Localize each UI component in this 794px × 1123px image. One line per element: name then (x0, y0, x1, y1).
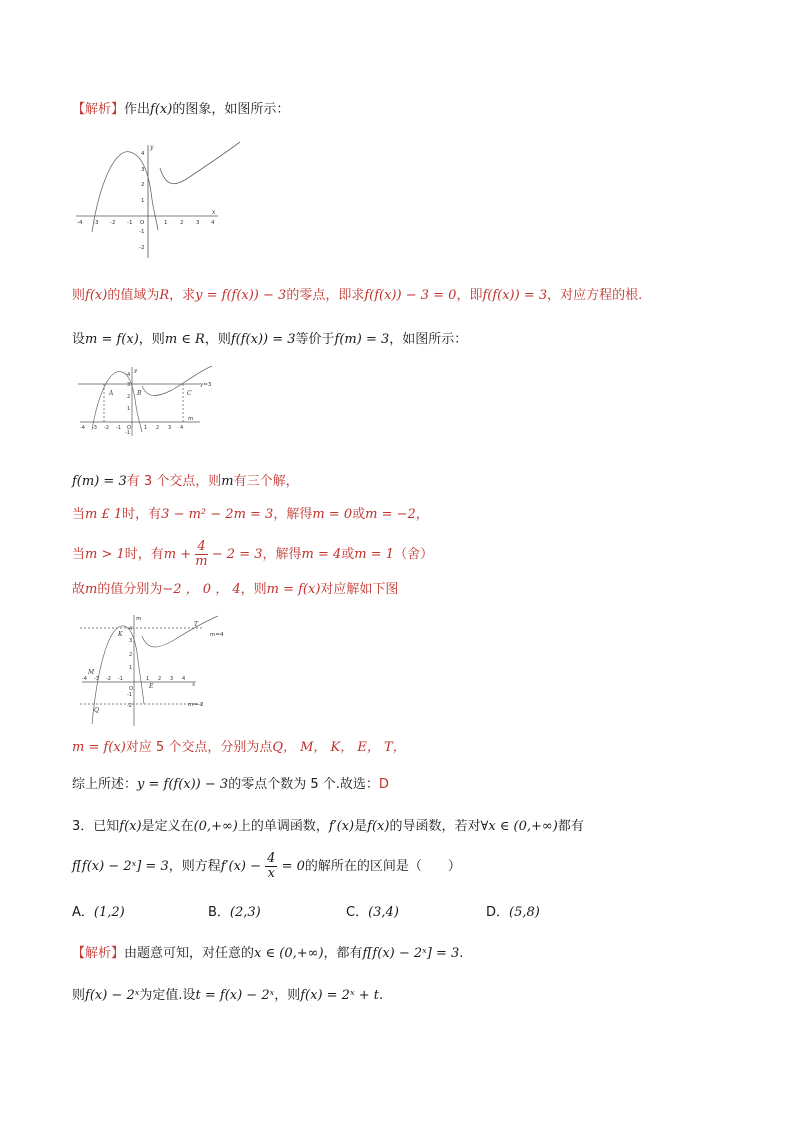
tick: 2 (180, 220, 184, 226)
case-one: 当m £ 1时，有3 − m² − 2m = 3，解得m = 0或m = −2， (72, 507, 429, 522)
tick: 4 (129, 626, 133, 632)
option-b[interactable]: B．(2,3) (208, 905, 261, 920)
analysis-intro: 【解析】作出f(x)的图象，如图所示： (72, 102, 290, 117)
analysis-tag: 【解析】 (72, 946, 125, 961)
curve-left (92, 626, 144, 724)
fig2-x-label: m (188, 416, 194, 422)
point-c-label: C (187, 390, 192, 397)
fig3-line-m-minus2-label: m=-2 (188, 702, 204, 708)
tick: 3 (129, 638, 133, 644)
point-e-label: E (149, 683, 154, 690)
option-d[interactable]: D．(5,8) (486, 905, 540, 920)
tick: -3 (93, 220, 99, 226)
case-two: 当m > 1时，有m + $\frac{4}{m}$ − 2 = 3，解得m = 4或m = 1（舍） (72, 539, 434, 569)
analysis-tag: 【解析】 (72, 102, 125, 117)
tick: 1 (146, 676, 150, 682)
fm-equals-3-figure (76, 364, 222, 438)
curve-right (142, 616, 218, 647)
fraction-4-over-m: $\frac{4}{m}$ (195, 539, 208, 569)
fig3-line-m4-label: m=4 (210, 632, 224, 638)
tick: O (127, 425, 131, 431)
tick: 1 (141, 198, 145, 204)
fraction-4-over-x: $\frac{4}{x}$ (267, 851, 276, 881)
tick: 1 (127, 406, 131, 412)
tick: 4 (127, 372, 131, 378)
tick: -2 (110, 220, 116, 226)
tick: -3 (92, 425, 97, 431)
tick: 2 (156, 425, 160, 431)
fig3-x-label: x (192, 682, 196, 688)
tick: -1 (127, 692, 132, 698)
tick: -4 (77, 220, 83, 226)
fig3-y-label: m (136, 616, 142, 622)
tick: -1 (125, 430, 130, 436)
point-a-label: A (109, 390, 114, 397)
question-3-stem-line1: 3．已知f(x)是定义在(0,+∞)上的单调函数，f′(x)是f(x)的导函数，若对∀x ∈ (0,+∞)都有 (72, 819, 584, 834)
tick: 4 (141, 151, 145, 157)
curve-right (142, 366, 212, 396)
substitution-statement: 设m = f(x)，则m ∈ R，则f(f(x)) = 3等价于f(m) = 3，如图所示： (72, 332, 468, 347)
function-graph-figure (72, 140, 244, 262)
question-3-stem-line2: f[f(x) − 2ˣ] = 3，则方程f′(x) − $\frac{4}{x}$ = 0的解所在的区间是（ ） (72, 851, 461, 881)
tick: -3 (94, 676, 99, 682)
tick: 2 (158, 676, 162, 682)
option-c[interactable]: C．(3,4) (346, 905, 399, 920)
summary: 综上所述：y = f(f(x)) − 3的零点个数为 5 个.故选：D (72, 777, 389, 792)
tick: -4 (80, 425, 85, 431)
intersection-count: f(m) = 3有 3 个交点，则m有三个解， (72, 474, 299, 489)
point-q-label: Q (94, 707, 99, 714)
tick: 1 (129, 665, 133, 671)
tick: -4 (82, 676, 87, 682)
tick: 2 (127, 394, 131, 400)
option-a[interactable]: A．(1,2) (72, 905, 125, 920)
fig1-x-label: x (212, 209, 216, 216)
tick: 3 (170, 676, 174, 682)
five-intersections: m = f(x)对应 5 个交点，分别为点Q， M， K， E， T， (72, 740, 406, 755)
tick: 2 (129, 652, 133, 658)
tick: -1 (127, 220, 133, 226)
point-m-label: M (88, 669, 95, 676)
tick: 3 (168, 425, 172, 431)
tick: 4 (211, 220, 215, 226)
analysis-3: 【解析】由题意可知，对任意的x ∈ (0,+∞)，都有f[f(x) − 2ˣ] = 3. (72, 946, 464, 961)
tick: 3 (141, 167, 145, 173)
tick: 3 (127, 382, 131, 388)
fig1-y-label: y (150, 144, 154, 151)
curve-right (160, 142, 240, 184)
tick: 1 (144, 425, 148, 431)
tick: -2 (139, 245, 145, 251)
fig2-y-label: y (134, 368, 138, 374)
point-k-label: K (118, 631, 123, 638)
fig2-line-label: y=3 (200, 382, 212, 388)
point-b-label: B (137, 390, 142, 397)
tick: 4 (182, 676, 186, 682)
curve-left (92, 372, 142, 432)
tick: 4 (180, 425, 184, 431)
tick: -1 (116, 425, 121, 431)
range-statement: 则f(x)的值域为R，求y = f(f(x)) − 3的零点，即求f(f(x)) − 3 = 0，即f(f(x)) = 3，对应方程的根. (72, 288, 643, 303)
analysis-3-continued: 则f(x) − 2ˣ为定值.设t = f(x) − 2ˣ，则f(x) = 2ˣ + t. (72, 988, 384, 1003)
m-equals-fx-figure (78, 612, 224, 730)
point-t-label: T (194, 621, 199, 628)
tick: -2 (106, 676, 111, 682)
tick: O (129, 686, 133, 692)
tick: 1 (164, 220, 168, 226)
tick: -1 (139, 229, 145, 235)
tick: -2 (104, 425, 109, 431)
tick: 2 (141, 182, 145, 188)
tick: O (140, 220, 145, 226)
tick: 3 (196, 220, 200, 226)
m-values: 故m的值分别为−2 ， 0 ， 4，则m = f(x)对应解如下图 (72, 582, 399, 597)
tick: -2 (127, 703, 132, 709)
tick: -1 (118, 676, 123, 682)
